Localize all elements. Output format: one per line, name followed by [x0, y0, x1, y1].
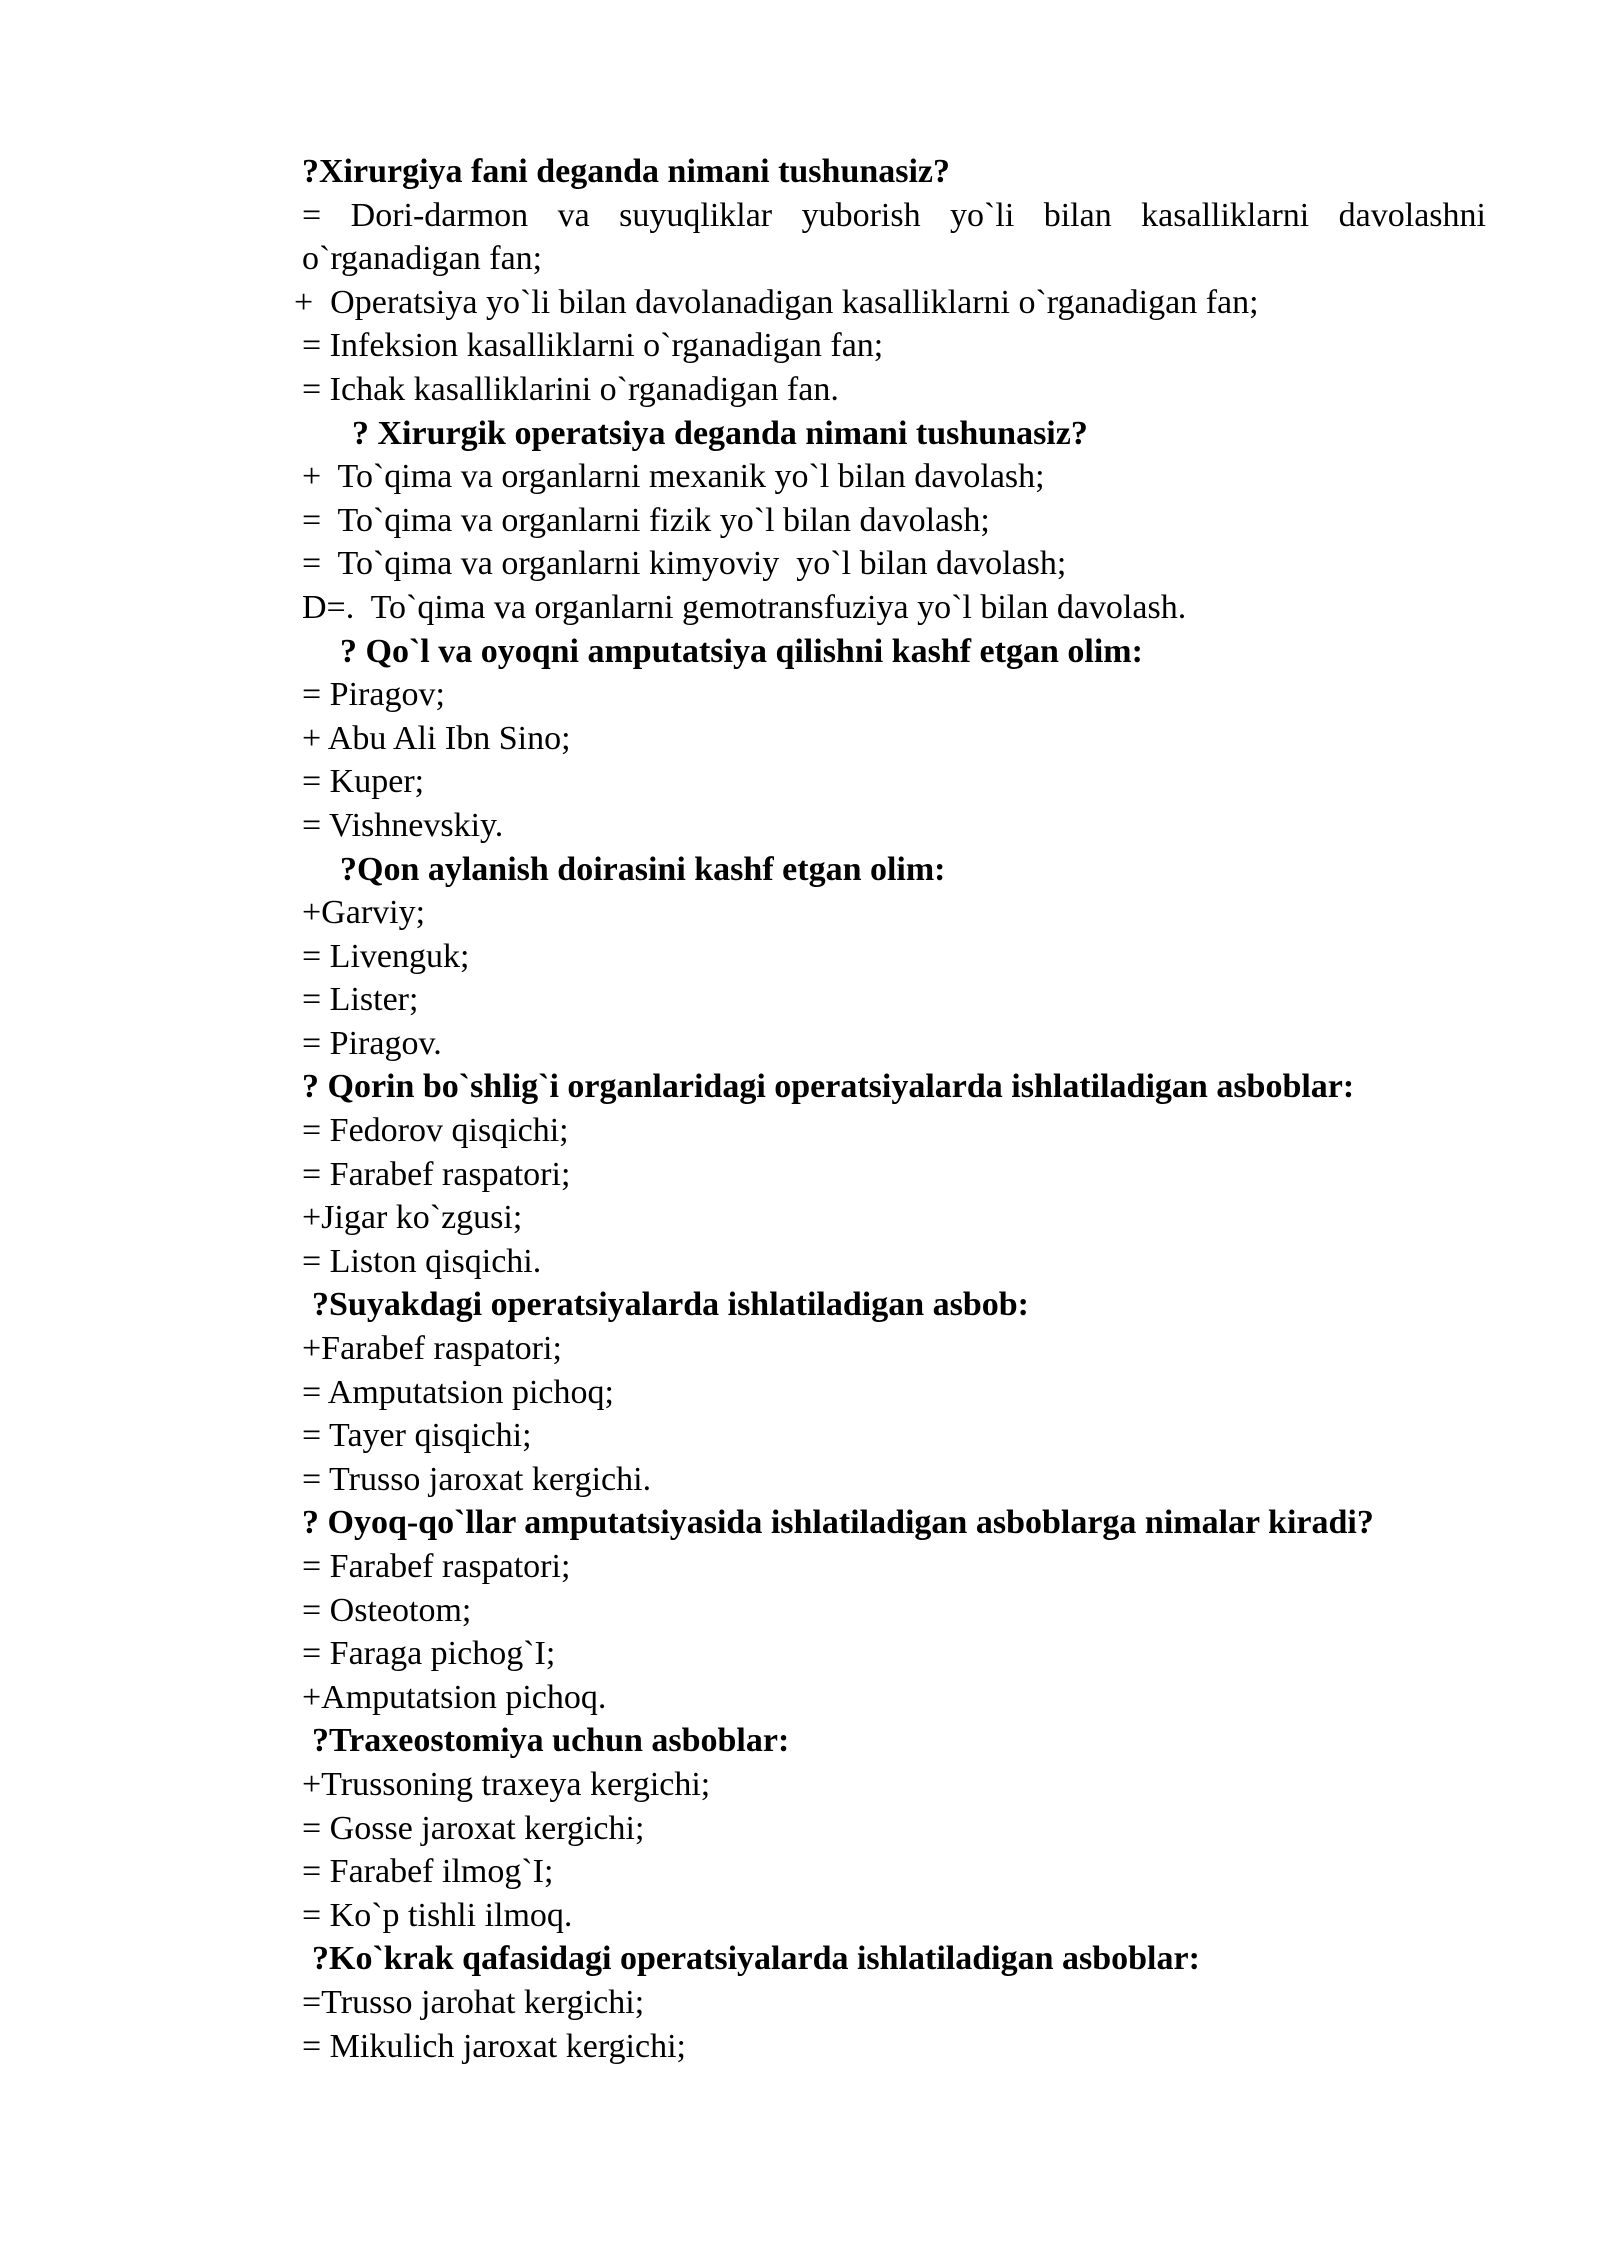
answer-option: = Amputatsion pichoq; — [302, 1373, 614, 1411]
question-2: ? Xirurgik operatsiya deganda nimani tushunasiz? — [352, 414, 1088, 452]
answer-option: =Trusso jarohat kergichi; — [302, 1983, 645, 2021]
answer-option: = Tayer qisqichi; — [302, 1417, 532, 1455]
question-6: ?Suyakdagi operatsiyalarda ishlatiladigan asbob: — [312, 1286, 1030, 1324]
answer-option-correct: + Abu Ali Ibn Sino; — [302, 719, 571, 757]
question-1: ?Xirurgiya fani deganda nimani tushunasiz? — [302, 153, 951, 190]
answer-option-correct: + To`qima va organlarni mexanik yo`l bilan davolash; — [302, 458, 1045, 496]
answer-option: = To`qima va organlarni fizik yo`l bilan davolash; — [302, 501, 990, 539]
answer-option: = Kuper; — [302, 763, 425, 801]
question-7: ? Oyoq-qo`llar amputatsiyasida ishlatiladigan asboblarga nimalar kiradi? — [302, 1504, 1374, 1542]
answer-option: = Liston qisqichi. — [302, 1242, 542, 1280]
answer-option: = To`qima va organlarni kimyoviy yo`l bilan davolash; — [302, 545, 1067, 583]
answer-option: = Trusso jaroxat kergichi. — [302, 1460, 652, 1498]
question-3: ? Qo`l va oyoqni amputatsiya qilishni kashf etgan olim: — [340, 632, 1143, 670]
answer-option: = Infeksion kasalliklarni o`rganadigan fan; — [302, 327, 884, 365]
answer-option: = Lister; — [302, 981, 419, 1019]
answer-option: = Gosse jaroxat kergichi; — [302, 1809, 645, 1847]
answer-option: = Ichak kasalliklarini o`rganadigan fan. — [302, 370, 839, 408]
question-4: ?Qon aylanish doirasini kashf etgan olim: — [340, 850, 946, 888]
answer-option-correct: +Garviy; — [302, 894, 426, 932]
answer-option: = Farabef raspatori; — [302, 1548, 571, 1585]
answer-option: = Fedorov qisqichi; — [302, 1112, 569, 1150]
answer-option: = Vishnevskiy. — [302, 806, 504, 844]
answer-option-correct: + Operatsiya yo`li bilan davolanadigan kasalliklarni o`rganadigan fan; — [294, 283, 1259, 321]
answer-option: = Livenguk; — [302, 937, 470, 975]
answer-option: = Dori-darmon va suyuqliklar yuborish yo`li bilan kasalliklarni davolashni o`rganadigan fan; — [302, 196, 1486, 278]
answer-option: = Farabef raspatori; — [302, 1155, 571, 1193]
question-9: ?Ko`krak qafasidagi operatsiyalarda ishlatiladigan asboblar: — [312, 1940, 1200, 1978]
answer-option: = Osteotom; — [302, 1591, 472, 1629]
answer-option: = Mikulich jaroxat kergichi; — [302, 2027, 686, 2065]
answer-option-correct: +Farabef raspatori; — [302, 1330, 562, 1368]
document-body — [294, 150, 1486, 2068]
answer-option-correct: +Trussoning traxeya kergichi; — [302, 1765, 711, 1803]
answer-option: = Faraga pichog`I; — [302, 1635, 556, 1673]
question-5: ? Qorin bo`shlig`i organlaridagi operatsiyalarda ishlatiladigan asboblar: — [302, 1068, 1355, 1106]
answer-option: D=. To`qima va organlarni gemotransfuziya yo`l bilan davolash. — [302, 588, 1187, 626]
answer-option: = Piragov. — [302, 1024, 442, 1062]
answer-option: = Farabef ilmog`I; — [302, 1853, 554, 1891]
answer-option-correct: +Amputatsion pichoq. — [302, 1678, 607, 1716]
answer-option: = Ko`p tishli ilmoq. — [302, 1896, 573, 1934]
question-8: ?Traxeostomiya uchun asboblar: — [312, 1722, 790, 1760]
answer-option: = Piragov; — [302, 676, 445, 714]
answer-option-correct: +Jigar ko`zgusi; — [302, 1199, 523, 1237]
